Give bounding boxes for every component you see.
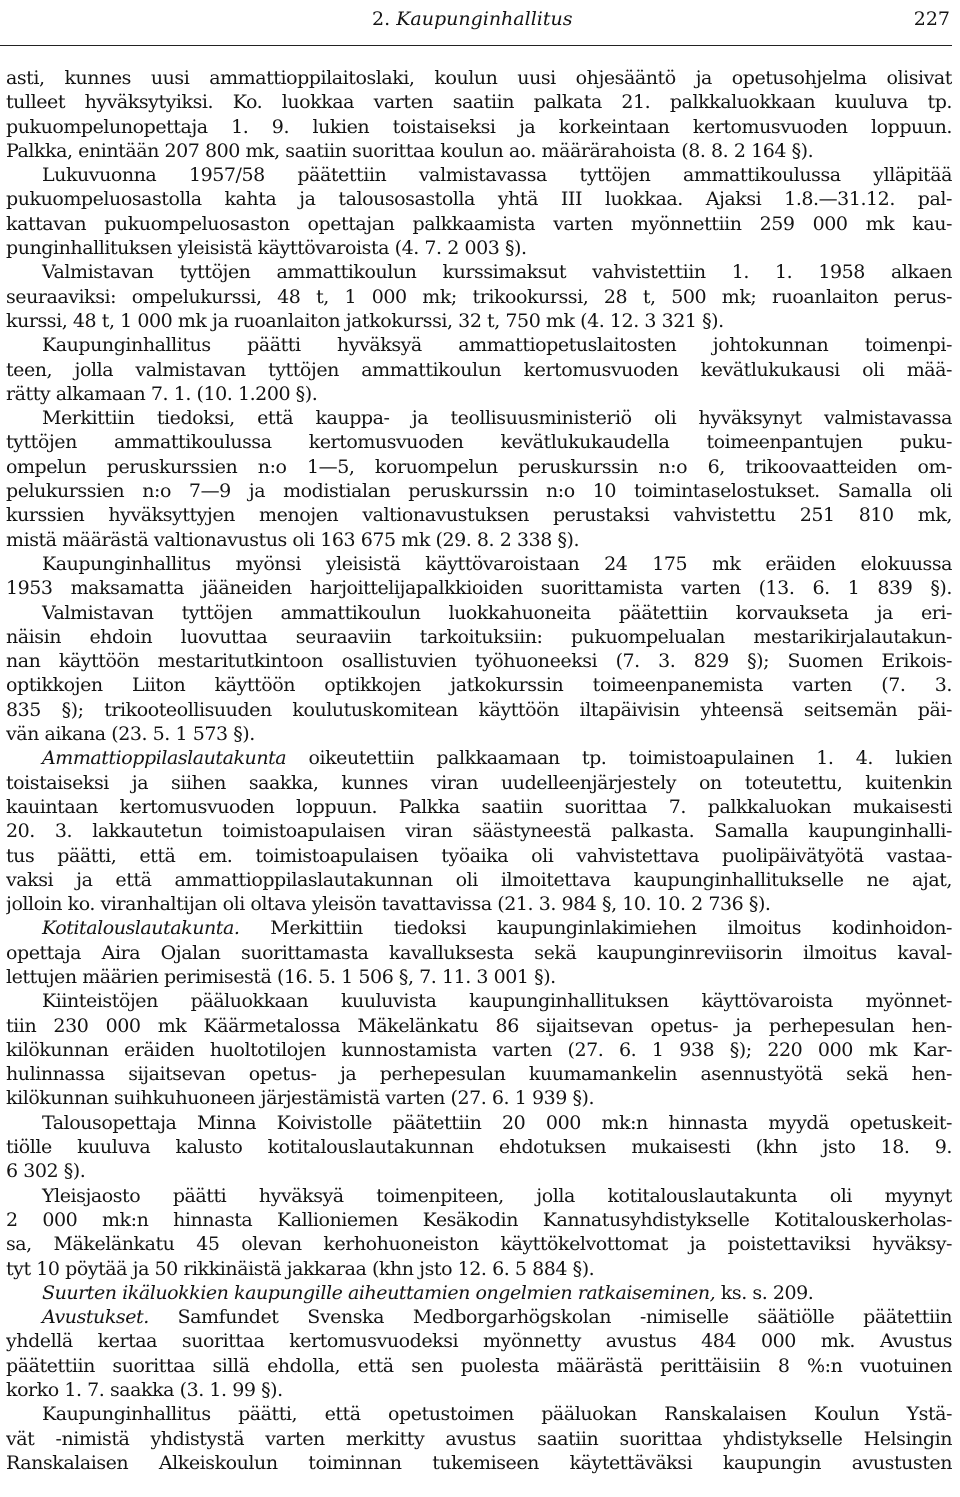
text-line	[6, 649, 952, 673]
line-text: pelukurssien n:o 7—9 ja modistialan peruskurssin n:o 10 toimintaselostukset. Samalla oli	[6, 480, 952, 503]
section-heading: Suurten ikäluokkien kaupungille aiheuttamien ongelmien ratkaiseminen,	[42, 1281, 716, 1304]
line-text: teen, jolla valmistavan tyttöjen ammattikoulun kertomusvuoden kevätlukukausi oli mää-	[6, 358, 952, 381]
line-text: kauintaan kertomusvuoden loppuun. Palkka saatiin suorittaa 7. palkkaluokan mukaisesti	[6, 795, 952, 818]
text-line	[6, 698, 952, 722]
line-text: ompelun peruskurssien n:o 1—5, koruompelun peruskurssin n:o 6, trikoovaatteiden om-	[6, 455, 952, 478]
text-line	[6, 746, 952, 770]
text-line	[6, 406, 952, 430]
text-line	[6, 722, 952, 746]
text-line	[6, 66, 952, 90]
text-line	[6, 1257, 952, 1281]
line-text: Talousopettaja Minna Koivistolle päätettiin 20 000 mk:n hinnasta myydä opetuskeit-	[42, 1111, 952, 1134]
line-text: nan käyttöön mestaritutkintoon osallistuvien työhuoneeksi (7. 3. 829 §); Suomen Erikois-	[6, 650, 952, 673]
text-line	[6, 382, 952, 406]
text-line	[6, 139, 952, 163]
text-line	[6, 1232, 952, 1256]
line-text: sa, Mäkelänkatu 45 olevan kerhohuoneiston käyttökelvottomat ja poistettaviksi hyväksy-	[6, 1233, 952, 1256]
text-line	[6, 1062, 952, 1086]
text-line	[6, 601, 952, 625]
line-text: vät -nimistä yhdistystä varten merkitty avustus saatiin suorittaa yhdistykselle Helsingin	[6, 1427, 952, 1450]
line-text: näisin ehdoin luovuttaa seuraaviin tarkoituksiin: pukuompelualan mestarikirjalautakun-	[6, 625, 952, 648]
line-text: kurssien hyväksyttyjen menojen valtionavustuksen perustaksi vahvistettu 251 810 mk,	[6, 504, 952, 527]
text-line	[6, 479, 952, 503]
line-text: Samfundet Svenska Medborgarhögskolan -nimiselle säätiölle päätettiin	[148, 1306, 952, 1329]
text-line	[6, 576, 952, 600]
text-line	[6, 285, 952, 309]
page-header	[0, 8, 960, 38]
text-line	[6, 1135, 952, 1159]
text-line	[6, 236, 952, 260]
line-text: 835 §); trikooteollisuuden koulutuskomitean käyttöön iltapäivisin yhteensä seitsemän päi-	[6, 698, 952, 721]
text-line	[6, 673, 952, 697]
text-line	[6, 989, 952, 1013]
text-line	[6, 625, 952, 649]
line-text: tyttöjen ammattikoulussa kertomusvuoden kevätlukukaudella toimeenpantujen puku-	[6, 431, 952, 454]
line-text: 1953 maksamatta jääneiden harjoittelijapalkkioiden suorittamista varten (13. 6. 1 839 §).	[6, 577, 952, 600]
line-text: kilökunnan eräiden huoltotilojen kunnostamista varten (27. 6. 1 938 §); 220 000 mk Kar-	[6, 1038, 952, 1061]
text-line	[6, 1014, 952, 1038]
line-text: vän aikana (23. 5. 1 573 §).	[6, 723, 255, 746]
line-text: tyt 10 pöytää ja 50 rikkinäistä jakkaraa (khn jsto 12. 6. 5 884 §).	[6, 1257, 595, 1280]
text-line	[6, 552, 952, 576]
section-heading: Kotitalouslautakunta.	[42, 917, 240, 940]
line-text: pukuompelunopettaja 1. 9. lukien toistaiseksi ja korkeintaan kertomusvuoden loppuun.	[6, 115, 952, 138]
line-text: hulinnassa sijaitsevan opetus- ja perhepesulan kuumamankelin asennustyötä sekä hen-	[6, 1063, 952, 1086]
text-line	[6, 868, 952, 892]
line-text: Valmistavan tyttöjen ammattikoulun kurssimaksut vahvistettiin 1. 1. 1958 alkaen	[42, 261, 952, 284]
line-text: Merkittiin tiedoksi kaupunginlakimiehen ilmoitus kodinhoidon-	[239, 917, 952, 940]
text-line	[6, 1402, 952, 1426]
text-line	[6, 916, 952, 940]
text-line	[6, 1281, 952, 1305]
line-text: Kaupunginhallitus päätti hyväksyä ammattiopetuslaitosten johtokunnan toimenpi-	[42, 334, 952, 357]
line-text: 20. 3. lakkautetun toimistoapulaisen viran säästyneestä palkasta. Samalla kaupunginhalli-	[6, 820, 952, 843]
line-text: optikkojen Liiton käyttöön optikkojen jatkokurssin toimeenpanemista varten (7. 3.	[6, 674, 952, 697]
text-line	[6, 844, 952, 868]
text-line	[6, 333, 952, 357]
line-text: tiin 230 000 mk Käärmetalossa Mäkelänkatu 86 sijaitsevan opetus- ja perhepesulan hen-	[6, 1014, 952, 1037]
text-line	[6, 1159, 952, 1183]
text-line	[6, 1378, 952, 1402]
text-line	[6, 503, 952, 527]
header-rule	[0, 45, 952, 46]
line-text: rätty alkamaan 7. 1. (10. 1.200 §).	[6, 382, 318, 405]
text-line	[6, 528, 952, 552]
line-text: korko 1. 7. saakka (3. 1. 99 §).	[6, 1379, 283, 1402]
text-line	[6, 90, 952, 114]
text-line	[6, 1111, 952, 1135]
line-text: Kaupunginhallitus päätti, että opetustoimen pääluokan Ranskalaisen Koulun Ystä-	[42, 1403, 952, 1426]
text-line	[6, 309, 952, 333]
text-line	[6, 892, 952, 916]
text-line	[6, 965, 952, 989]
text-line	[6, 1086, 952, 1110]
text-line	[6, 1354, 952, 1378]
chapter-title: Kaupunginhallitus	[396, 8, 573, 30]
text-line	[6, 819, 952, 843]
line-text: lettujen määrien perimisestä (16. 5. 1 506 §, 7. 11. 3 001 §).	[6, 965, 556, 988]
text-line	[6, 430, 952, 454]
text-line	[6, 1329, 952, 1353]
text-line	[6, 187, 952, 211]
section-heading: Ammattioppilaslautakunta	[42, 747, 287, 770]
line-text: pukuompeluosastolla kahta ja talousosastolla yhtä III luokkaa. Ajaksi 1.8.—31.12. pal-	[6, 188, 952, 211]
body-text	[6, 66, 952, 1475]
line-text: Palkka, enintään 207 800 mk, saatiin suorittaa koulun ao. määrärahoista (8. 8. 2 164 §).	[6, 139, 814, 162]
line-text: mistä määrästä valtionavustus oli 163 675 mk (29. 8. 2 338 §).	[6, 528, 580, 551]
line-text: ks. s. 209.	[715, 1281, 814, 1304]
line-text: 2 000 mk:n hinnasta Kallioniemen Kesäkodin Kannatusyhdistykselle Kotitalouskerholas-	[6, 1208, 952, 1231]
line-text: oikeutettiin palkkaamaan tp. toimistoapulainen 1. 4. lukien	[286, 747, 952, 770]
line-text: Merkittiin tiedoksi, että kauppa- ja teollisuusministeriö oli hyväksynyt valmistavassa	[42, 407, 952, 430]
line-text: päätettiin suorittaa sillä ehdolla, että sen puolesta määrästä perittäisiin 8 %:n vuotuinen	[6, 1354, 952, 1377]
line-text: Valmistavan tyttöjen ammattikoulun luokkahuoneita päätettiin korvaukseta ja eri-	[42, 601, 952, 624]
line-text: asti, kunnes uusi ammattioppilaitoslaki, koulun uusi ohjesääntö ja opetusohjelma olisivat	[6, 67, 952, 89]
text-line	[6, 358, 952, 382]
line-text: Lukuvuonna 1957/58 päätettiin valmistavassa tyttöjen ammattikoulussa ylläpitää	[42, 164, 952, 187]
line-text: Yleisjaosto päätti hyväksyä toimenpiteen, jolla kotitalouslautakunta oli myynyt	[42, 1184, 952, 1207]
line-text: kilökunnan suihkuhuoneen järjestämistä varten (27. 6. 1 939 §).	[6, 1087, 595, 1110]
text-line	[6, 115, 952, 139]
text-line	[6, 1208, 952, 1232]
line-text: kurssi, 48 t, 1 000 mk ja ruoanlaiton jatkokurssi, 32 t, 750 mk (4. 12. 3 321 §).	[6, 309, 724, 332]
page-number: 227	[913, 8, 950, 30]
line-text: Ranskalaisen Alkeiskoulun toiminnan tukemiseen käytettäväksi kaupungin avustusten	[6, 1451, 952, 1474]
line-text: kattavan pukuompeluosaston opettajan palkkaamista varten myönnettiin 259 000 mk kau-	[6, 212, 952, 235]
text-line	[6, 1305, 952, 1329]
line-text: tulleet hyväksytyiksi. Ko. luokkaa varten saatiin palkata 21. palkkaluokkaan kuuluva tp.	[6, 91, 952, 114]
line-text: Kiinteistöjen pääluokkaan kuuluvista kaupunginhallituksen käyttövaroista myönnet-	[42, 990, 952, 1013]
text-line	[6, 1184, 952, 1208]
text-line	[6, 163, 952, 187]
text-line	[6, 941, 952, 965]
text-line	[6, 1451, 952, 1475]
running-title	[372, 8, 572, 30]
line-text: seuraaviksi: ompelukurssi, 48 t, 1 000 mk; trikookurssi, 28 t, 500 mk; ruoanlaiton perus-	[6, 285, 952, 308]
line-text: 6 302 §).	[6, 1160, 86, 1183]
text-line	[6, 1427, 952, 1451]
chapter-number: 2.	[372, 8, 391, 30]
line-text: opettaja Aira Ojalan suorittamasta kavalluksesta sekä kaupunginreviisorin ilmoitus kaval-	[6, 941, 952, 964]
line-text: punginhallituksen yleisistä käyttövaroista (4. 7. 2 003 §).	[6, 237, 527, 260]
text-line	[6, 771, 952, 795]
line-text: toistaiseksi ja siihen saakka, kunnes viran uudelleenjärjestely on toteutettu, kuitenkin	[6, 771, 952, 794]
text-line	[6, 795, 952, 819]
line-text: tiölle kuuluva kalusto kotitalouslautakunnan ehdotuksen mukaisesti (khn jsto 18. 9.	[6, 1136, 952, 1159]
text-line	[6, 455, 952, 479]
line-text: Kaupunginhallitus myönsi yleisistä käyttövaroistaan 24 175 mk eräiden elokuussa	[42, 552, 952, 575]
section-heading: Avustukset.	[42, 1306, 149, 1329]
text-line	[6, 1038, 952, 1062]
text-line	[6, 260, 952, 284]
text-line	[6, 212, 952, 236]
line-text: jolloin ko. viranhaltijan oli oltava yleisön tavattavissa (21. 3. 984 §, 10. 10. 2 736 §).	[6, 893, 771, 916]
line-text: yhdellä kertaa suorittaa kertomusvuodeksi myönnetty avustus 484 000 mk. Avustus	[6, 1330, 952, 1353]
line-text: vaksi ja että ammattioppilaslautakunnan oli ilmoitettava kaupunginhallitukselle ne ajat,	[6, 868, 952, 891]
line-text: tus päätti, että em. toimistoapulaisen työaika oli vahvistettava puolipäivätyötä vastaa-	[6, 844, 952, 867]
